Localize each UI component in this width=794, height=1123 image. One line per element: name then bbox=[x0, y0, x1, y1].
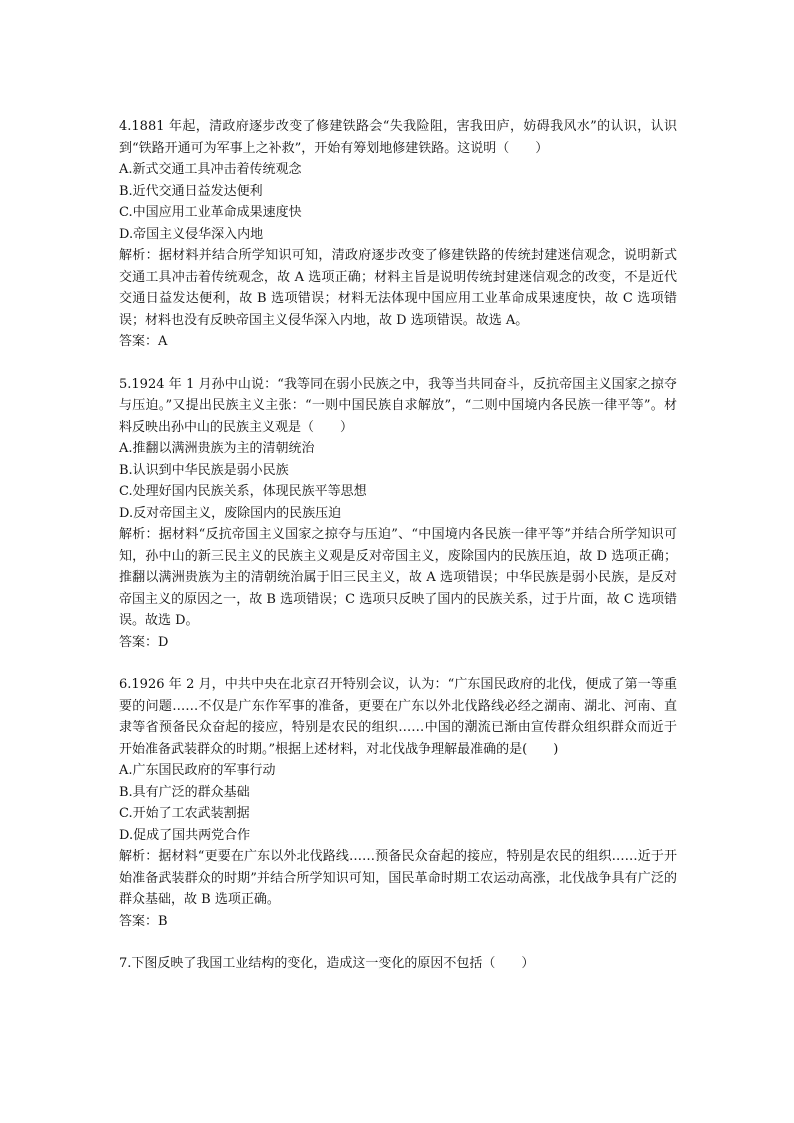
answer-text: 答案：D bbox=[119, 634, 169, 650]
question-5 bbox=[119, 374, 677, 654]
document-page bbox=[119, 116, 677, 975]
question-7 bbox=[119, 953, 677, 975]
answer-text: 答案：A bbox=[119, 334, 168, 349]
option-c: C.开始了工农武装割据 bbox=[119, 806, 250, 821]
option-d: D.反对帝国主义，废除国内的民族压迫 bbox=[119, 505, 342, 521]
option-d: D.促成了国共两党合作 bbox=[119, 827, 251, 843]
question-stem: 4.1881 年起，清政府逐步改变了修建铁路会“失我险阻，害我田庐，妨碍我风水”的认识，认识到“铁路开通可为军事上之补救”，开始有筹划地修建铁路。这说明（ ） bbox=[119, 119, 677, 156]
analysis-text: 解析：据材料并结合所学知识可知，清政府逐步改变了修建铁路的传统封建迷信观念，说明新式交通工具冲击着传统观念，故 A 选项正确；材料主旨是说明传统封建迷信观念的改变，不是近代交通日益发达便利，故 B 选项错误；材料无法体现中国应用工业革命成果速度快，故 C 选项错误；材料也没有反映帝国主义侵华深入内地，故 D 选项错误。故选 A。 bbox=[119, 248, 677, 328]
spacer bbox=[119, 932, 677, 953]
option-b: B.具有广泛的群众基础 bbox=[119, 784, 250, 800]
question-stem: 7.下图反映了我国工业结构的变化，造成这一变化的原因不包括（ ） bbox=[119, 956, 535, 971]
option-b: B.近代交通日益发达便利 bbox=[119, 183, 263, 199]
analysis-text: 解析：据材料“反抗帝国主义国家之掠夺与压迫”、“中国境内各民族一律平等”并结合所学知识可知，孙中山的新三民主义的民族主义观是反对帝国主义，废除国内的民族压迫，故 D 选项正确；推翻以满洲贵族为主的清朝统治属于旧三民主义，故 A 选项错误；中华民族是弱小民族，是反对帝国主义的原因之一，故 B 选项错误；C 选项只反映了国内的民族关系，过于片面，故 C 选项错误。故选 D。 bbox=[119, 527, 677, 628]
question-4 bbox=[119, 116, 677, 353]
question-stem: 5.1924 年 1 月孙中山说：“我等同在弱小民族之中，我等当共同奋斗，反抗帝国主义国家之掠夺与压迫。”又提出民族主义主张：“一则中国民族自求解放”，“二则中国境内各民族一律平等”。材料反映出孙中山的民族主义观是（ ） bbox=[119, 376, 677, 435]
option-a: A.广东国民政府的军事行动 bbox=[119, 763, 276, 778]
option-d: D.帝国主义侵华深入内地 bbox=[119, 226, 264, 242]
option-a: A.推翻以满洲贵族为主的清朝统治 bbox=[119, 441, 315, 456]
option-b: B.认识到中华民族是弱小民族 bbox=[119, 462, 289, 478]
spacer bbox=[119, 653, 677, 674]
option-c: C.中国应用工业革命成果速度快 bbox=[119, 205, 302, 220]
question-6 bbox=[119, 674, 677, 932]
analysis-text: 解析：据材料“更要在广东以外北伐路线……预备民众奋起的接应，特别是农民的组织……近于开始准备武装群众的时期”并结合所学知识可知，国民革命时期工农运动高涨，北伐战争具有广泛的群众基础，故 B 选项正确。 bbox=[119, 849, 677, 907]
option-c: C.处理好国内民族关系，体现民族平等思想 bbox=[119, 484, 367, 499]
spacer bbox=[119, 353, 677, 374]
question-stem: 6.1926 年 2 月，中共中央在北京召开特别会议，认为：“广东国民政府的北伐，便成了第一等重要的问题……不仅是广东作军事的准备，更要在广东以外北伐路线必经之湖南、湖北、河南、直隶等省预备民众奋起的接应，特别是农民的组织……中国的潮流已渐由宣传群众组织群众而近于开始准备武装群众的时期。”根据上述材料，对北伐战争理解最准确的是( ) bbox=[119, 677, 677, 757]
option-a: A.新式交通工具冲击着传统观念 bbox=[119, 162, 302, 177]
answer-text: 答案：B bbox=[119, 913, 168, 929]
